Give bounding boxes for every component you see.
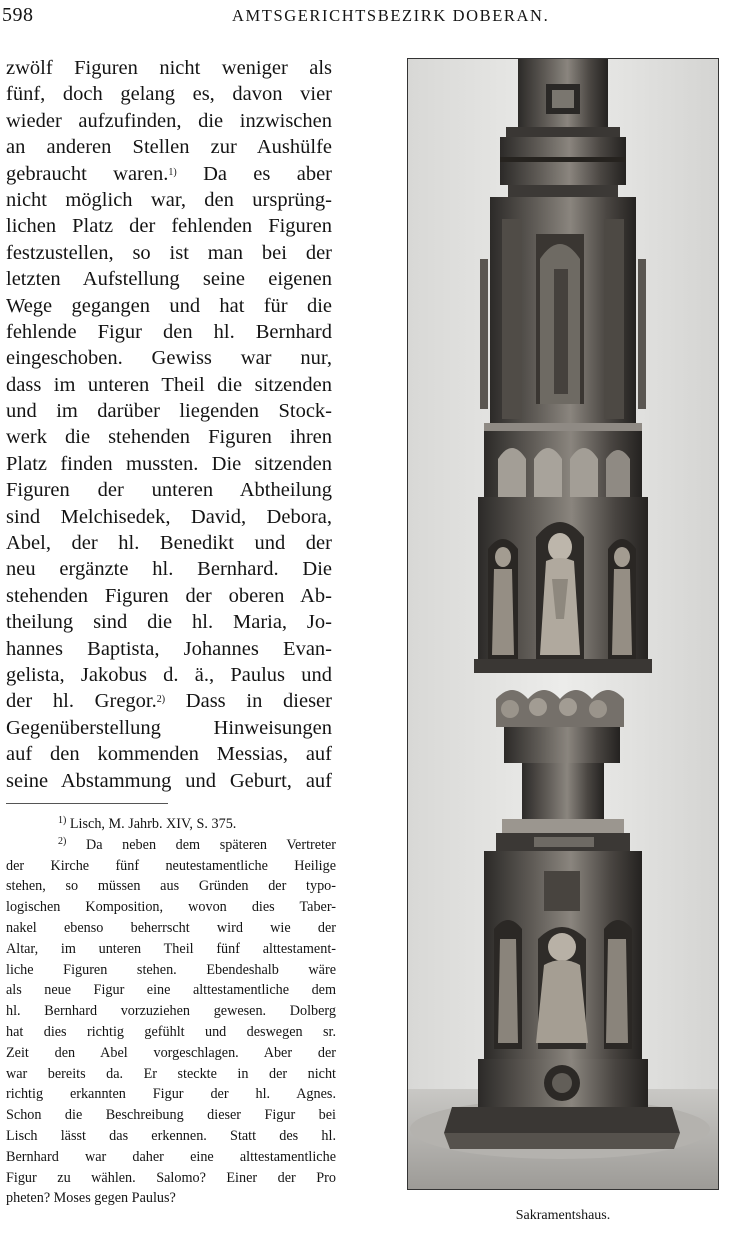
text-line: Wege gegangen und hat für die (6, 294, 332, 317)
text-segment: der hl. Gregor. (6, 690, 157, 713)
footnote-line: nakel ebenso beherrscht wird wie der (6, 919, 336, 936)
text-line: Figuren der unteren Abtheilung (6, 479, 332, 502)
text-segment: Da es aber (203, 162, 332, 185)
text-line: dass im unteren Theil die sitzenden (6, 373, 332, 396)
footnote-divider (6, 803, 168, 804)
text-line: theilung sind die hl. Maria, Jo- (6, 611, 332, 634)
gothic-arcade (484, 423, 642, 497)
text-segment: Dass in dieser (185, 690, 332, 713)
figure-caption: Sakramentshaus. (515, 1208, 611, 1223)
footnote-line (6, 835, 336, 856)
footnote-line: pheten? Moses gegen Paulus? (6, 1190, 176, 1207)
footnote-line (6, 814, 336, 835)
footnote-line: war bereits da. Er steckte in der nicht (6, 1065, 336, 1082)
footnote-mark: 1) (58, 815, 67, 826)
footnote-text: Da neben dem späteren Vertreter (85, 836, 336, 853)
footnote-line: liche Figuren stehen. Ebendeshalb wäre (6, 961, 336, 978)
text-line (6, 161, 332, 187)
sacrament-house-illustration (408, 59, 718, 1189)
text-line: zwölf Figuren nicht weniger als (6, 57, 332, 79)
page-number: 598 (2, 4, 34, 26)
footnote-line: hat dies richtig gefühlt und deswegen sr. (6, 1023, 336, 1040)
footnote-line: der Kirche fünf neutestamentliche Heilige (6, 857, 336, 874)
sacrament-house-photo (407, 58, 719, 1190)
footnotes (6, 814, 336, 1209)
text-line: gelista, Jakobus d. ä., Paulus und (6, 663, 332, 686)
text-line: seine Abstammung und Geburt, auf (6, 769, 332, 792)
text-segment: gebraucht waren. (6, 162, 169, 185)
text-line: und im darüber liegenden Stock- (6, 400, 332, 423)
page-header (0, 4, 729, 30)
text-line: eingeschoben. Gewiss war nur, (6, 347, 332, 370)
spire (500, 59, 626, 197)
footnote-reference: 2) (156, 694, 166, 706)
text-line: Abel, der hl. Benedikt und der (6, 532, 332, 555)
running-title: AMTSGERICHTSBEZIRK DOBERAN. (232, 6, 550, 25)
text-line: neu ergänzte hl. Bernhard. Die (6, 558, 332, 581)
text-line: letzten Aufstellung seine eigenen (6, 268, 332, 291)
text-line (6, 688, 332, 714)
figure-niches (474, 497, 652, 673)
footnote-line: Bernhard war daher eine alttestamentliche (6, 1148, 336, 1165)
footnote-text: Lisch, M. Jahrb. XIV, S. 375. (69, 816, 237, 832)
footnote-line: Schon die Beschreibung dieser Figur bei (6, 1107, 336, 1124)
text-line: auf den kommenden Messias, auf (6, 743, 332, 766)
body-text (6, 55, 332, 794)
text-line: nicht möglich war, den ursprüng- (6, 188, 332, 211)
footnote-line: richtig erkannten Figur der hl. Agnes. (6, 1086, 336, 1103)
footnote-line: hl. Bernhard vorzuziehen gewesen. Dolberg (6, 1003, 336, 1020)
text-line: fehlende Figur den hl. Bernhard (6, 320, 332, 343)
text-line: wieder aufzufinden, die inzwischen (6, 109, 332, 132)
text-line: werk die stehenden Figuren ihren (6, 426, 332, 449)
footnote-reference: 1) (168, 166, 177, 178)
upper-shaft (480, 197, 646, 437)
footnote-line: als neue Figur eine alttestamentliche dem (6, 982, 336, 999)
text-line: Gegenüberstellung Hinweisungen (6, 716, 332, 739)
footnote-line: Figur zu wählen. Salomo? Einer der Pro (6, 1169, 336, 1186)
text-line: stehenden Figuren der oberen Ab- (6, 584, 332, 607)
footnote-line: Altar, im unteren Theil fünf alttestament- (6, 940, 336, 957)
text-line: sind Melchisedek, David, Debora, (6, 505, 332, 528)
text-line: Platz finden mussten. Die sitzenden (6, 452, 332, 475)
footnote-line: stehen, so müssen aus Gründen der typo- (6, 878, 336, 895)
footnote-mark: 2) (58, 835, 67, 847)
footnote-line: Zeit den Abel vorgeschlagen. Aber der (6, 1044, 336, 1061)
text-line: an anderen Stellen zur Aushülfe (6, 136, 332, 159)
text-line: festzustellen, so ist man bei der (6, 241, 332, 264)
footnote-line: Lisch lässt das erkennen. Statt des hl. (6, 1127, 336, 1144)
footnote-line: logischen Komposition, wovon dies Taber- (6, 899, 336, 916)
text-line: fünf, doch gelang es, davon vier (6, 83, 332, 106)
text-line: hannes Baptista, Johannes Evan- (6, 637, 332, 660)
text-line: lichen Platz der fehlenden Figuren (6, 215, 332, 238)
